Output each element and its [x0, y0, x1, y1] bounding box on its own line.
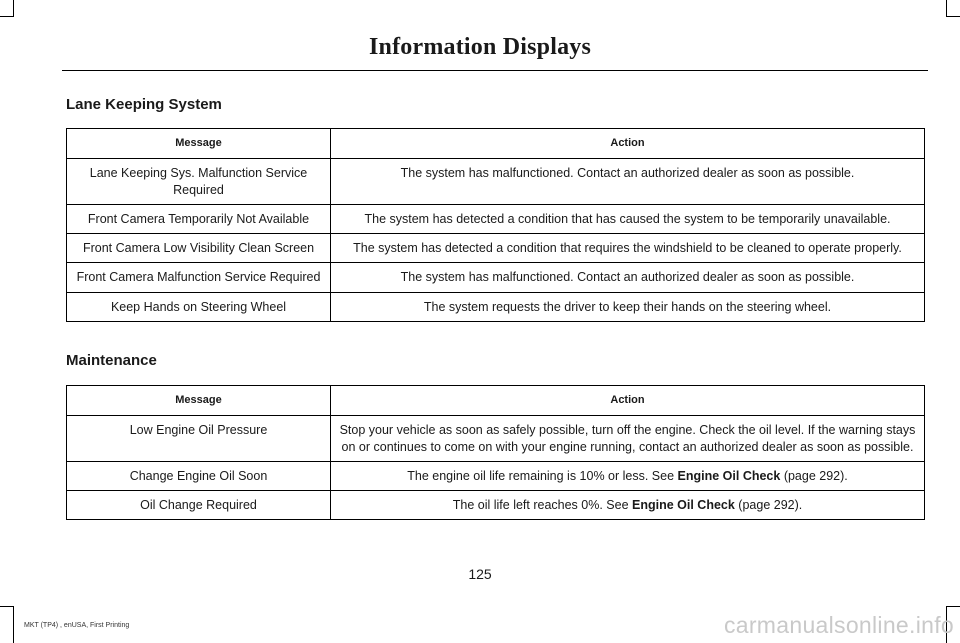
column-header-message: Message — [67, 129, 331, 159]
table-header-row — [67, 129, 925, 159]
action-cell: The system has malfunctioned. Contact an authorized dealer as soon as possible. — [331, 159, 925, 205]
engine-oil-check-reference: Engine Oil Check — [677, 468, 781, 483]
action-cell — [331, 491, 925, 520]
lane-keeping-table — [66, 128, 925, 322]
title-rule — [62, 70, 928, 71]
crop-mark-bottom-left-v — [13, 606, 14, 643]
action-cell — [331, 461, 925, 490]
engine-oil-check-reference: Engine Oil Check — [632, 498, 735, 513]
crop-mark-top-right-h — [946, 16, 960, 17]
message-cell: Oil Change Required — [67, 491, 331, 520]
message-cell: Low Engine Oil Pressure — [67, 416, 331, 462]
page-reference: (page 292). — [780, 468, 848, 483]
watermark: carmanualsonline.info — [723, 612, 954, 638]
column-header-action: Action — [331, 386, 925, 416]
message-cell: Keep Hands on Steering Wheel — [67, 292, 331, 321]
message-cell: Front Camera Temporarily Not Available — [67, 204, 331, 233]
table-row — [67, 234, 925, 263]
message-cell: Change Engine Oil Soon — [67, 461, 331, 490]
action-cell: The system has detected a condition that requires the windshield to be cleaned to operate properly. — [331, 234, 925, 263]
message-cell: Front Camera Malfunction Service Required — [67, 263, 331, 292]
action-cell: The system has detected a condition that has caused the system to be temporarily unavailable. — [331, 204, 925, 233]
action-cell: The system has malfunctioned. Contact an authorized dealer as soon as possible. — [331, 263, 925, 292]
action-text: The engine oil life remaining is 10% or less. See — [407, 468, 678, 483]
table-row — [67, 461, 925, 490]
section-heading-lane-keeping: Lane Keeping System — [66, 96, 222, 113]
table-row — [67, 204, 925, 233]
message-cell: Lane Keeping Sys. Malfunction Service Required — [67, 159, 331, 205]
crop-mark-top-left-v — [13, 0, 14, 16]
table-row — [67, 159, 925, 205]
footer-edition-text: MKT (TP4) , enUSA, First Printing — [24, 622, 130, 629]
action-text: The oil life left reaches 0%. See — [452, 498, 633, 513]
crop-mark-bottom-left-h — [0, 606, 14, 607]
page-reference: (page 292). — [734, 498, 803, 513]
column-header-action: Action — [331, 129, 925, 159]
column-header-message: Message — [67, 386, 331, 416]
message-cell: Front Camera Low Visibility Clean Screen — [67, 234, 331, 263]
action-cell: The system requests the driver to keep their hands on the steering wheel. — [331, 292, 925, 321]
action-cell: Stop your vehicle as soon as safely possible, turn off the engine. Check the oil level. If the warning stays on or continues to come on with your engine running, contact an authorized dealer as soon as possible. — [331, 416, 925, 462]
table-row — [67, 292, 925, 321]
table-row — [67, 416, 925, 462]
table-row — [67, 491, 925, 520]
table-row — [67, 263, 925, 292]
page-title: Information Displays — [368, 34, 592, 60]
section-heading-maintenance: Maintenance — [66, 352, 157, 369]
maintenance-table — [66, 385, 925, 520]
crop-mark-bottom-right-h — [946, 606, 960, 607]
crop-mark-top-right-v — [946, 0, 947, 16]
table-header-row — [67, 386, 925, 416]
crop-mark-top-left-h — [0, 16, 14, 17]
page-number: 125 — [468, 566, 492, 582]
